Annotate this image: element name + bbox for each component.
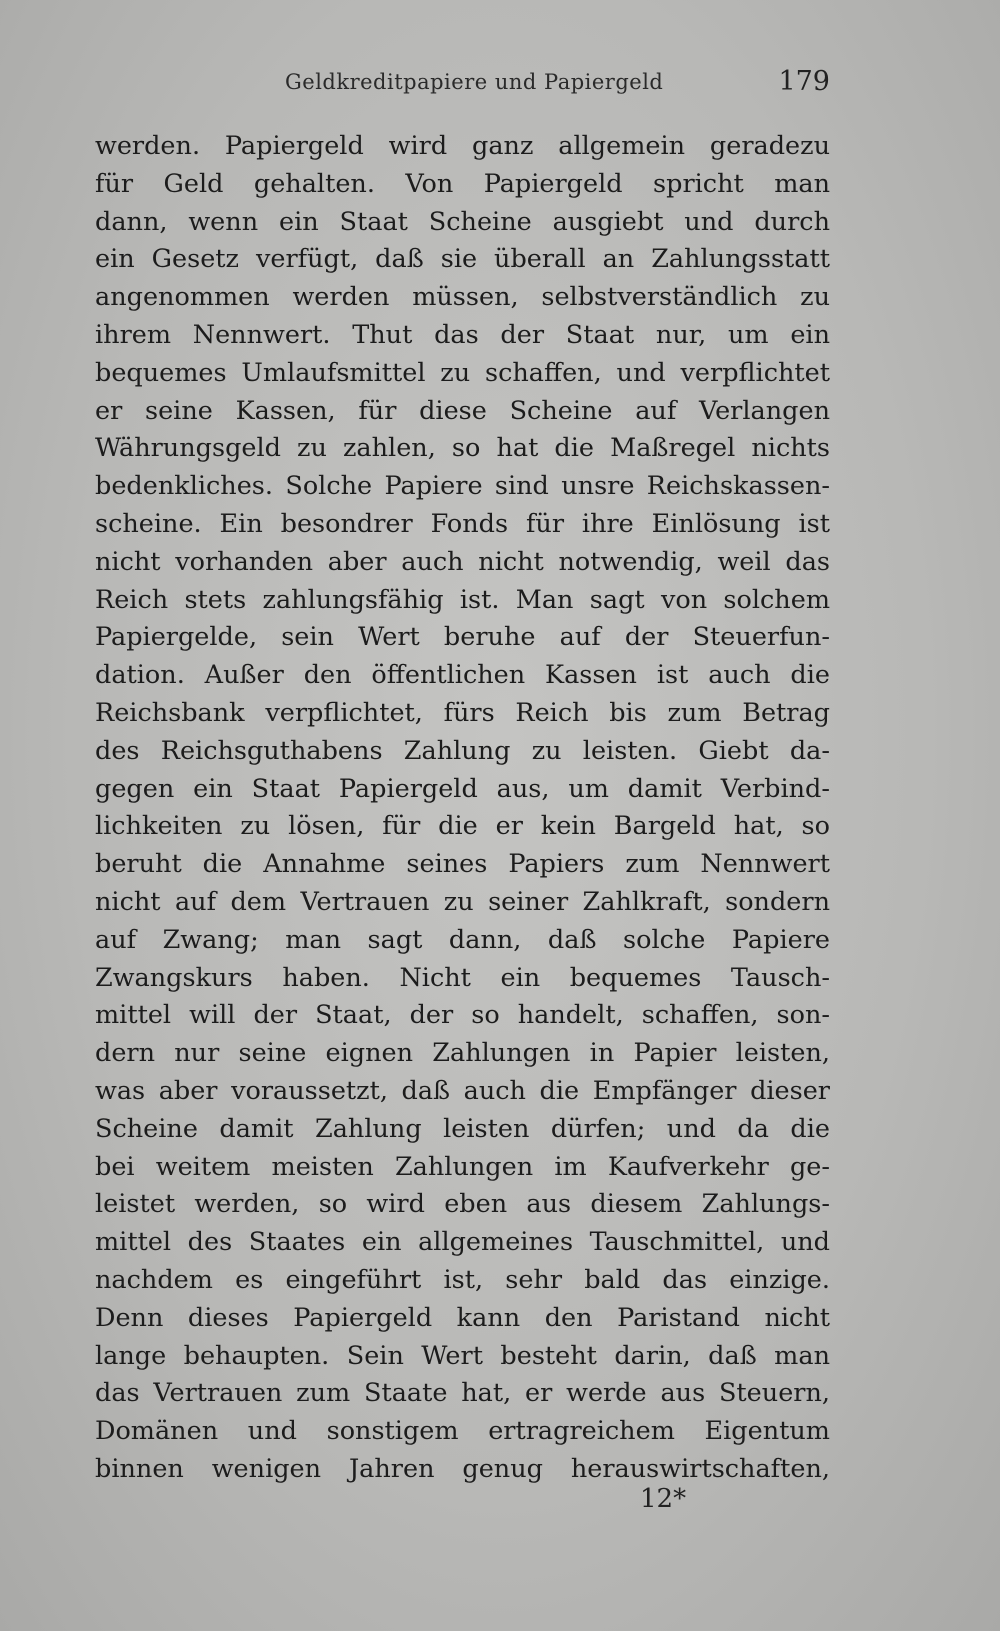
page-number: 179	[778, 66, 830, 97]
text-line: Domänen und sonstigem ertragreichem Eigentum	[95, 1416, 830, 1447]
text-line: nicht auf dem Vertrauen zu seiner Zahlkraft, sondern	[95, 886, 830, 917]
text-line: binnen wenigen Jahren genug herauswirtschaften,	[95, 1453, 830, 1484]
running-title: Geldkreditpapiere und Papiergeld	[285, 70, 664, 94]
text-line: bequemes Umlaufsmittel zu schaffen, und verpflichtet	[95, 357, 830, 388]
text-line: Reich stets zahlungsfähig ist. Man sagt von solchem	[95, 584, 830, 615]
text-line: bei weitem meisten Zahlungen im Kaufverkehr ge-	[95, 1151, 830, 1182]
text-line: Reichsbank verpflichtet, fürs Reich bis zum Betrag	[95, 697, 830, 728]
text-line: ein Gesetz verfügt, daß sie überall an Zahlungsstatt	[95, 244, 830, 275]
text-line: er seine Kassen, für diese Scheine auf Verlangen	[95, 395, 830, 426]
text-line: lange behaupten. Sein Wert besteht darin, daß man	[95, 1340, 830, 1371]
text-line: nachdem es eingeführt ist, sehr bald das einzige.	[95, 1264, 830, 1295]
body-text	[95, 128, 830, 1489]
text-line: dann, wenn ein Staat Scheine ausgiebt und durch	[95, 206, 830, 237]
text-line: bedenkliches. Solche Papiere sind unsre Reichskassen-	[95, 471, 830, 502]
text-line: auf Zwang; man sagt dann, daß solche Papiere	[95, 924, 830, 955]
text-line: was aber voraussetzt, daß auch die Empfänger dieser	[95, 1075, 830, 1106]
text-line: Scheine damit Zahlung leisten dürfen; und da die	[95, 1113, 830, 1144]
text-line: gegen ein Staat Papiergeld aus, um damit Verbind-	[95, 773, 830, 804]
text-line: scheine. Ein besondrer Fonds für ihre Einlösung ist	[95, 508, 830, 539]
text-line: dern nur seine eignen Zahlungen in Papier leisten,	[95, 1038, 830, 1069]
text-line: werden. Papiergeld wird ganz allgemein geradezu	[95, 131, 830, 161]
text-line: mittel will der Staat, der so handelt, schaffen, son-	[95, 1000, 830, 1031]
text-line: angenommen werden müssen, selbstverständlich zu	[95, 282, 830, 313]
text-line: das Vertrauen zum Staate hat, er werde aus Steuern,	[95, 1378, 830, 1409]
page-header	[95, 66, 830, 106]
text-line: mittel des Staates ein allgemeines Tauschmittel, und	[95, 1227, 830, 1258]
text-line: für Geld gehalten. Von Papiergeld spricht man	[95, 168, 830, 199]
text-line: Zwangskurs haben. Nicht ein bequemes Tausch-	[95, 962, 830, 993]
text-line: ihrem Nennwert. Thut das der Staat nur, um ein	[95, 319, 830, 350]
text-line: Denn dieses Papiergeld kann den Paristand nicht	[95, 1302, 830, 1333]
text-line: leistet werden, so wird eben aus diesem Zahlungs-	[95, 1189, 830, 1220]
text-line: Währungsgeld zu zahlen, so hat die Maßregel nichts	[95, 433, 830, 464]
text-line: dation. Außer den öffentlichen Kassen ist auch die	[95, 660, 830, 691]
text-line: des Reichsguthabens Zahlung zu leisten. Giebt da-	[95, 735, 830, 766]
text-line: nicht vorhanden aber auch nicht notwendig, weil das	[95, 546, 830, 577]
signature-mark: 12*	[640, 1484, 687, 1514]
text-line: lichkeiten zu lösen, für die er kein Bargeld hat, so	[95, 811, 830, 842]
text-line: beruht die Annahme seines Papiers zum Nennwert	[95, 849, 830, 880]
text-line: Papiergelde, sein Wert beruhe auf der Steuerfun-	[95, 622, 830, 653]
